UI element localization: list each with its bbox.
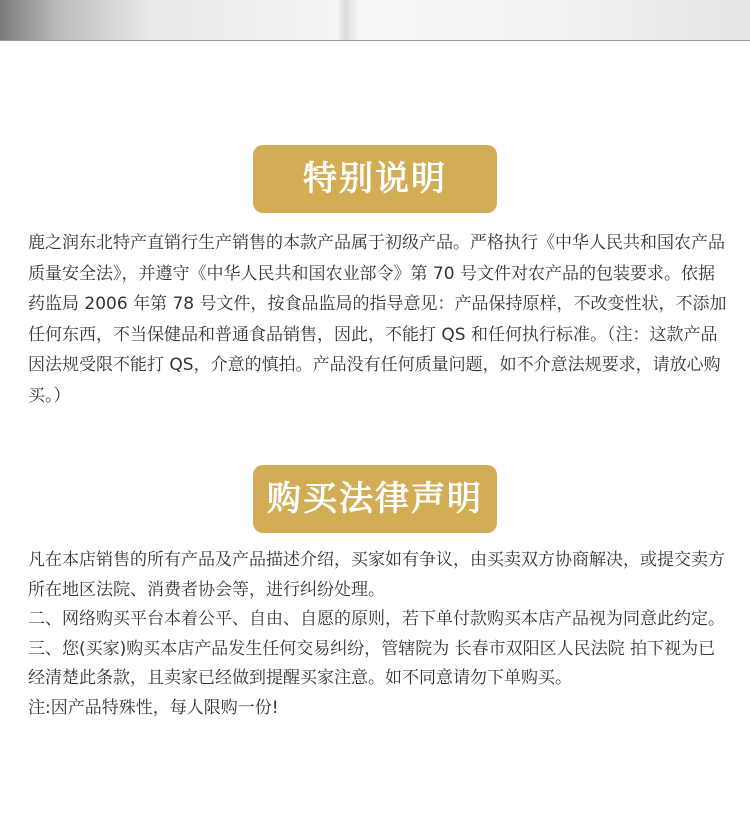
legal-paragraph-1: 凡在本店销售的所有产品及产品描述介绍，买家如有争议，由买卖双方协商解决，或提交卖方所在地区法院、消费者协会等，进行纠纷处理。 [28,550,725,600]
legal-paragraph-3: 三、您(买家)购买本店产品发生任何交易纠纷，管辖院为 长春市双阳区人民法院 拍下视为已经清楚此条款，且卖家已经做到提醒买家注意。如不同意请勿下单购买。 [28,638,716,688]
special-notice-title-badge [253,145,497,213]
top-image-strip [0,0,750,41]
legal-statement-title-badge [253,465,497,533]
legal-note: 注:因产品特殊性，每人限购一份! [28,697,279,718]
legal-statement-body [28,546,728,723]
legal-paragraph-2: 二、网络购买平台本着公平、自由、自愿的原则，若下单付款购买本店产品视为同意此约定。 [28,609,725,629]
special-notice-paragraph: 鹿之润东北特产直销行生产销售的本款产品属于初级产品。严格执行《中华人民共和国农产品质量安全法》，并遵守《中华人民共和国农业部令》第 70 号文件对农产品的包装要求。依据药监局 2006 年第 78 号文件，按食品监局的指导意见：产品保持原样，不改变性状，不添加任何东西，不当保健品和普通食品销售，因此，不能打 QS 和任何执行标准。（注：这款产品因法规受限不能打 QS，介意的慎拍。产品没有任何质量问题，如不介意法规要求，请放心购买。） [28,233,727,406]
special-notice-title: 特别说明 [303,159,447,199]
legal-statement-title: 购买法律声明 [267,479,483,519]
special-notice-body [28,228,728,411]
